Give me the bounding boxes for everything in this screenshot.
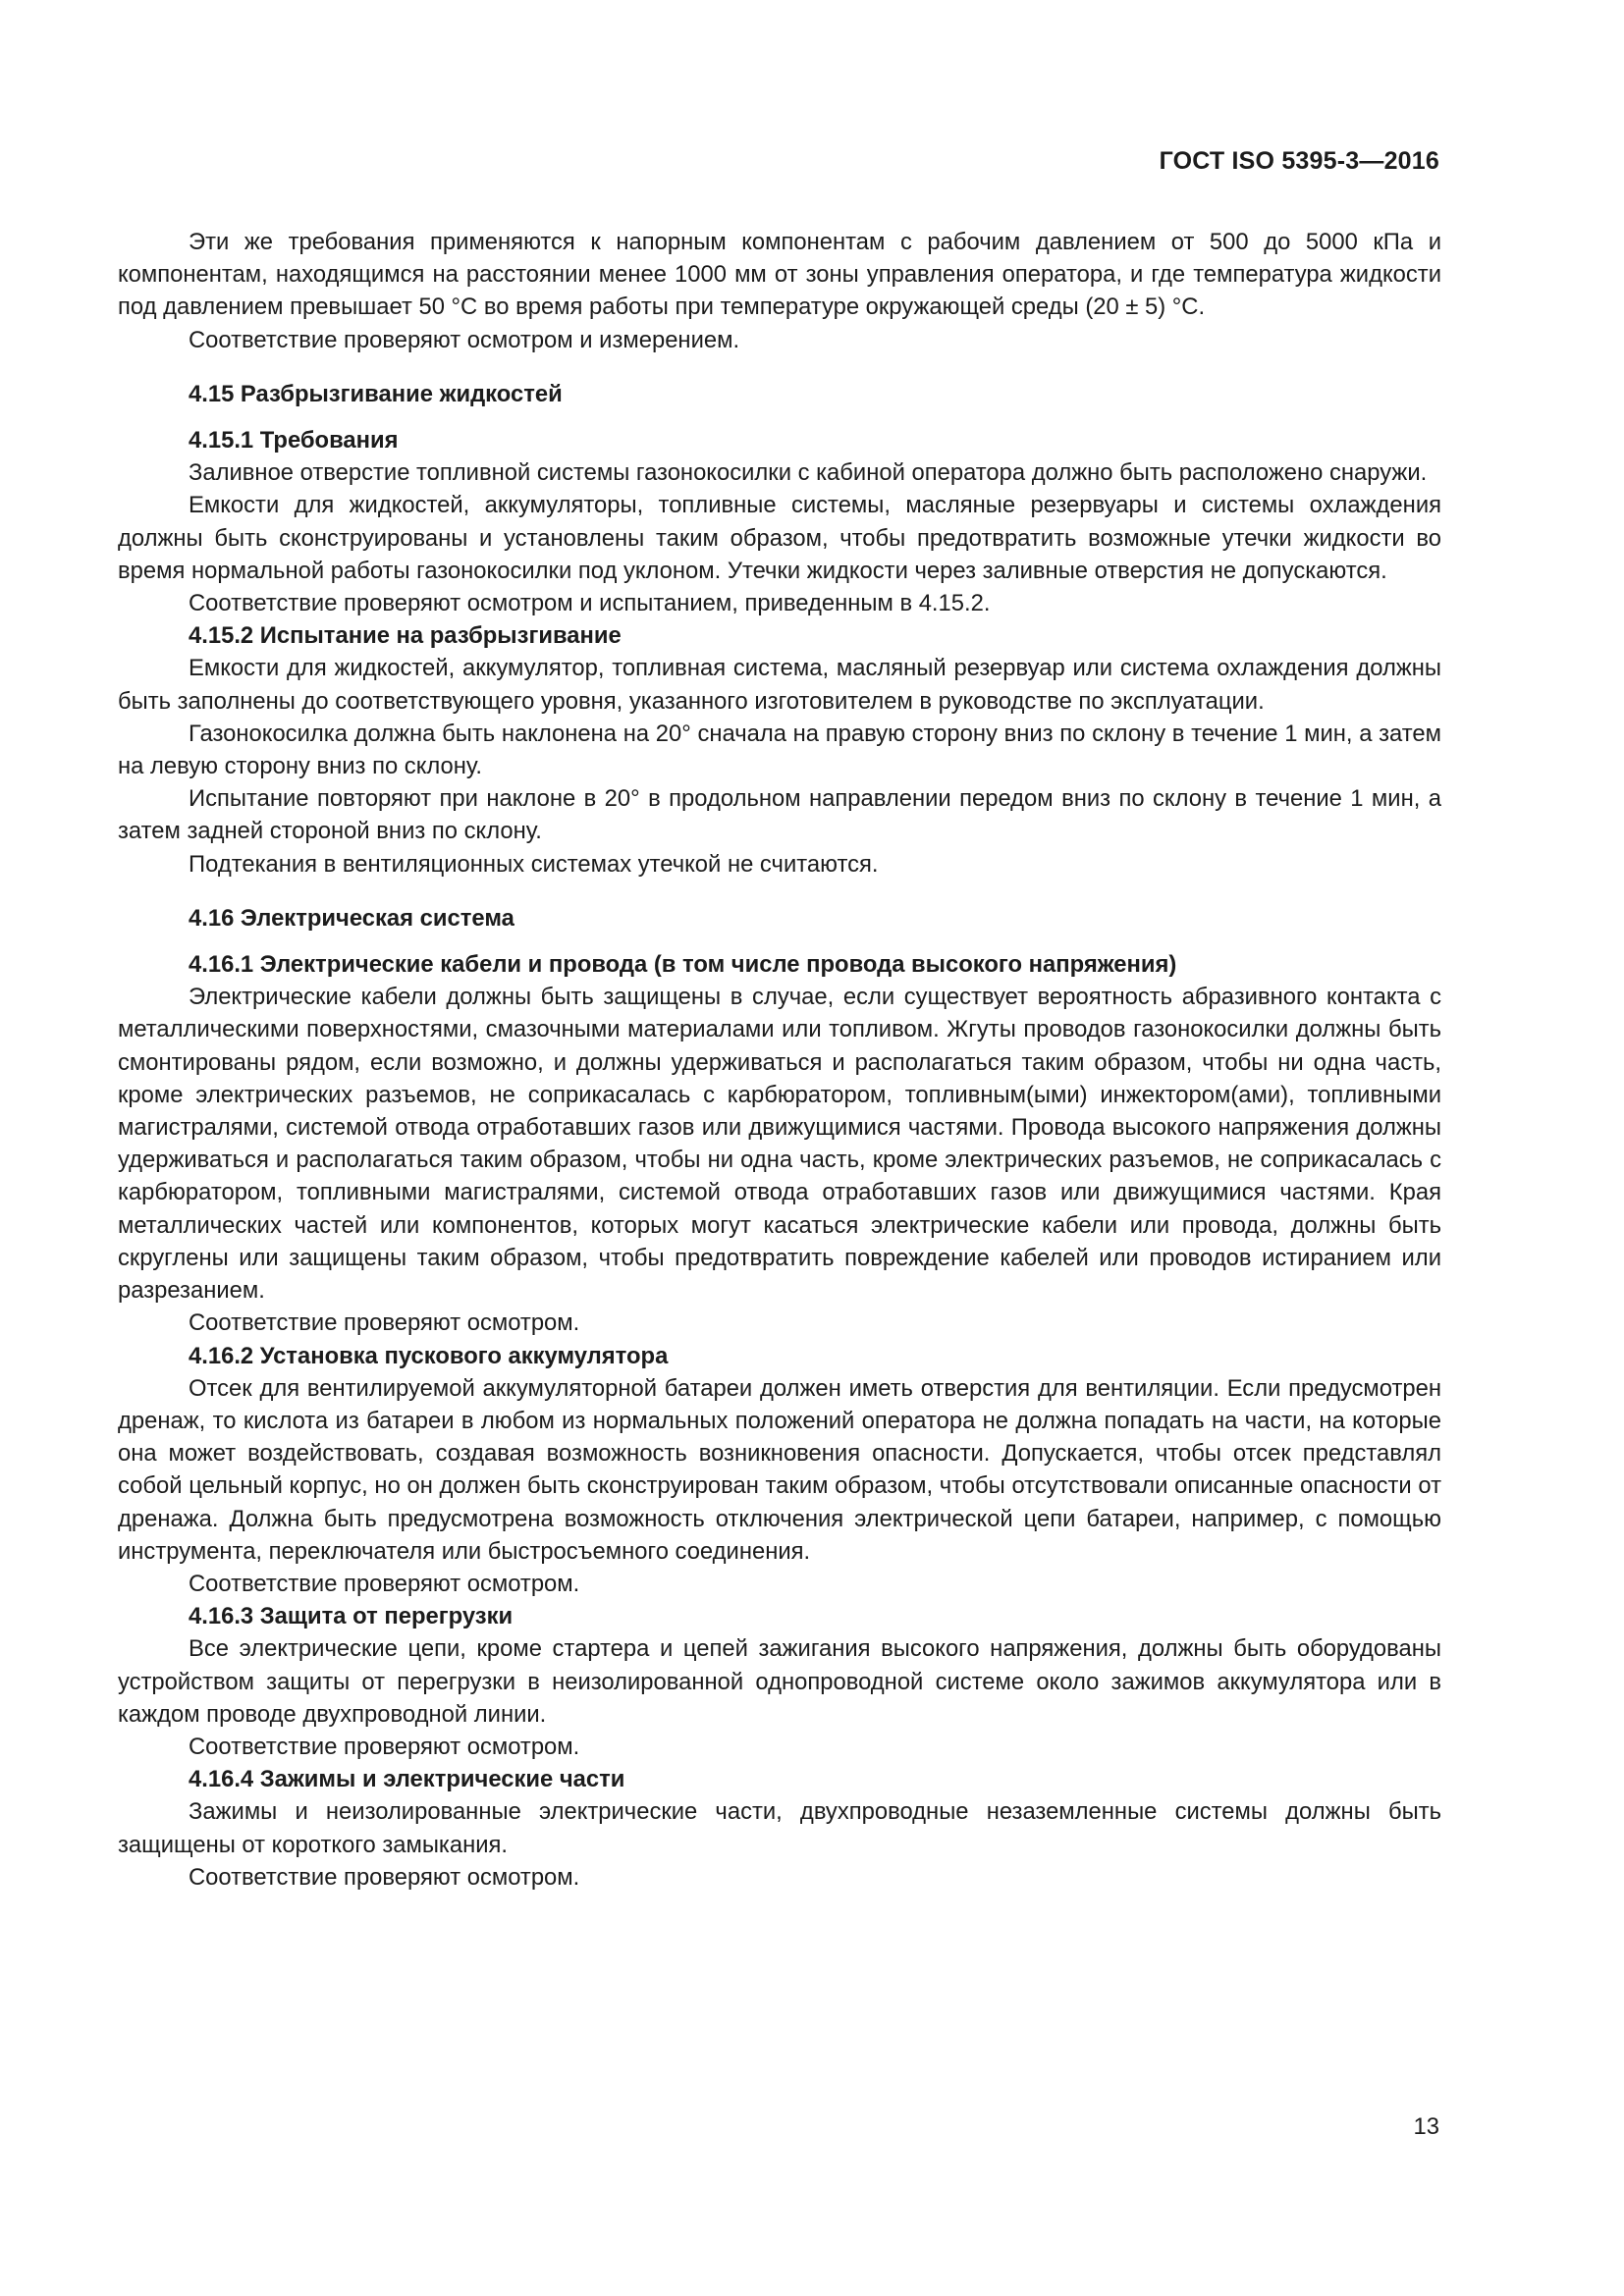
subsection-heading-4-16-3: 4.16.3 Защита от перегрузки [189,1603,514,1630]
section-heading-4-16: 4.16 Электрическая система [189,904,514,932]
paragraph: Соответствие проверяют осмотром. [189,1733,580,1760]
subsection-heading-4-16-4: 4.16.4 Зажимы и электрические части [189,1766,625,1793]
paragraph: Подтекания в вентиляционных системах утечкой не считаются. [189,850,879,878]
paragraph: Емкости для жидкостей, аккумуляторы, топливные системы, масляные резервуары и системы охлаждения должны быть сконструированы и установлены таким образом, чтобы предотвратить возможные утечки жидкости во время нормальной работы газонокосилки под уклоном. Утечки жидкости через заливные отверстия не допускаются. [118,492,1441,584]
section-heading-4-15: 4.15 Разбрызгивание жидкостей [189,380,563,407]
paragraph: Заливное отверстие топливной системы газонокосилки с кабиной оператора должно быть расположено снаружи. [189,459,1428,487]
paragraph: Соответствие проверяют осмотром и испытанием, приведенным в 4.15.2. [189,590,991,617]
paragraph: Соответствие проверяют осмотром. [189,1309,580,1337]
paragraph: Электрические кабели должны быть защищены в случае, если существует вероятность абразивного контакта с металлическими поверхностями, смазочными материалами или топливом. Жгуты проводов газонокосилки должны быть смонтированы рядом, если возможно, и должны удерживаться и располагаться таким образом, чтобы ни одна часть, кроме электрических разъемов, не соприкасалась с карбюратором, топливным(ыми) инжектором(ами), топливными магистралями, системой отвода отработавших газов или движущимися частями. Провода высокого напряжения должны удерживаться и располагаться таким образом, чтобы ни одна часть, кроме электрических разъемов, не соприкасалась с карбюратором, топливными магистралями, системой отвода отработавших газов или движущимися частями. Края металлических частей или компонентов, которых могут касаться электрические кабели или провода, должны быть скруглены или защищены таким образом, чтобы предотвратить повреждение кабелей или проводов истиранием или разрезанием. [118,984,1441,1305]
paragraph: Отсек для вентилируемой аккумуляторной батареи должен иметь отверстия для вентиляции. Если предусмотрен дренаж, то кислота из батареи в любом из нормальных положений оператора не должна попадать на части, на которые она может воздействовать, создавая возможность возникновения опасности. Допускается, чтобы отсек представлял собой цельный корпус, но он должен быть сконструирован таким образом, чтобы отсутствовали описанные опасности от дренажа. Должна быть предусмотрена возможность отключения электрической цепи батареи, например, с помощью инструмента, переключателя или быстросъемного соединения. [118,1374,1441,1565]
subsection-heading-4-16-1: 4.16.1 Электрические кабели и провода (в том числе провода высокого напряжения) [189,951,1177,979]
paragraph: Емкости для жидкостей, аккумулятор, топливная система, масляный резервуар или система охлаждения должны быть заполнены до соответствующего уровня, указанного изготовителем в руководстве по эксплуатации. [118,655,1441,715]
page-number: 13 [1413,2113,1439,2140]
paragraph: Соответствие проверяют осмотром. [189,1570,580,1597]
paragraph: Газонокосилка должна быть наклонена на 20° сначала на правую сторону вниз по склону в течение 1 мин, а затем на левую сторону вниз по склону. [118,720,1441,780]
document-body [118,226,1441,1894]
paragraph: Испытание повторяют при наклоне в 20° в продольном направлении передом вниз по склону в течение 1 мин, а затем задней стороной вниз по склону. [118,785,1441,845]
paragraph: Зажимы и неизолированные электрические части, двухпроводные незаземленные системы должны быть защищены от короткого замыкания. [118,1798,1441,1858]
standard-header: ГОСТ ISO 5395-3—2016 [1159,147,1439,175]
subsection-heading-4-15-2: 4.15.2 Испытание на разбрызгивание [189,622,622,650]
paragraph: Эти же требования применяются к напорным компонентам с рабочим давлением от 500 до 5000 кПа и компонентам, находящимся на расстоянии менее 1000 мм от зоны управления оператора, и где температура жидкости под давлением превышает 50 °С во время работы при температуре окружающей среды (20 ± 5) °С. [118,229,1441,321]
paragraph: Соответствие проверяют осмотром и измерением. [189,326,740,353]
paragraph: Соответствие проверяют осмотром. [189,1863,580,1891]
subsection-heading-4-16-2: 4.16.2 Установка пускового аккумулятора [189,1342,669,1369]
subsection-heading-4-15-1: 4.15.1 Требования [189,427,399,454]
paragraph: Все электрические цепи, кроме стартера и цепей зажигания высокого напряжения, должны быть оборудованы устройством защиты от перегрузки в неизолированной однопроводной системе около зажимов аккумулятора или в каждом проводе двухпроводной линии. [118,1635,1441,1728]
